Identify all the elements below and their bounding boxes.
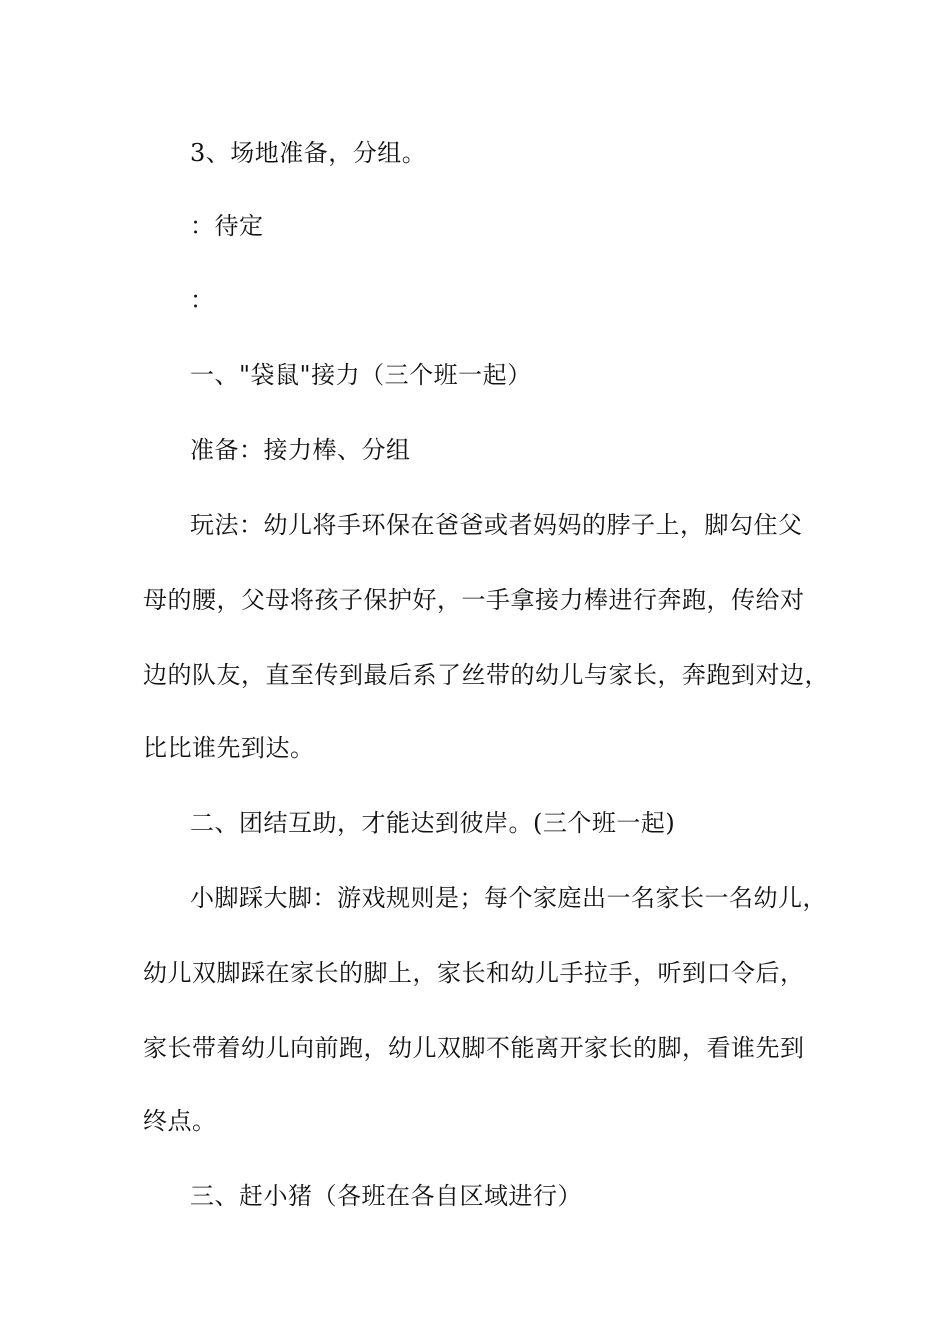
game-3-heading: 三、赶小猪（各班在各自区域进行） bbox=[190, 1182, 582, 1210]
game-2-rules-line-4: 终点。 bbox=[143, 1107, 217, 1135]
time-line: ：待定 bbox=[190, 212, 264, 240]
game-1-rules-line-1: 玩法：幼儿将手环保在爸爸或者妈妈的脖子上，脚勾住父 bbox=[190, 511, 803, 539]
game-1-heading: 一、"袋鼠"接力（三个班一起） bbox=[190, 361, 532, 389]
preparation-item-3: 3、场地准备，分组。 bbox=[190, 139, 427, 167]
game-1-rules-line-3: 边的队友，直至传到最后系了丝带的幼儿与家长，奔跑到对边， bbox=[143, 661, 829, 689]
place-line: ： bbox=[190, 286, 215, 314]
game-2-rules-line-1: 小脚踩大脚：游戏规则是；每个家庭出一名家长一名幼儿， bbox=[190, 884, 827, 912]
game-2-rules-line-2: 幼儿双脚踩在家长的脚上，家长和幼儿手拉手，听到口令后， bbox=[143, 959, 805, 987]
game-1-rules-line-4: 比比谁先到达。 bbox=[143, 734, 315, 762]
game-2-heading: 二、团结互助，才能达到彼岸。(三个班一起) bbox=[190, 809, 676, 837]
game-2-rules-line-3: 家长带着幼儿向前跑，幼儿双脚不能离开家长的脚，看谁先到 bbox=[143, 1034, 805, 1062]
game-1-rules-line-2: 母的腰，父母将孩子保护好，一手拿接力棒进行奔跑，传给对 bbox=[143, 586, 805, 614]
game-1-preparation: 准备：接力棒、分组 bbox=[190, 436, 411, 464]
